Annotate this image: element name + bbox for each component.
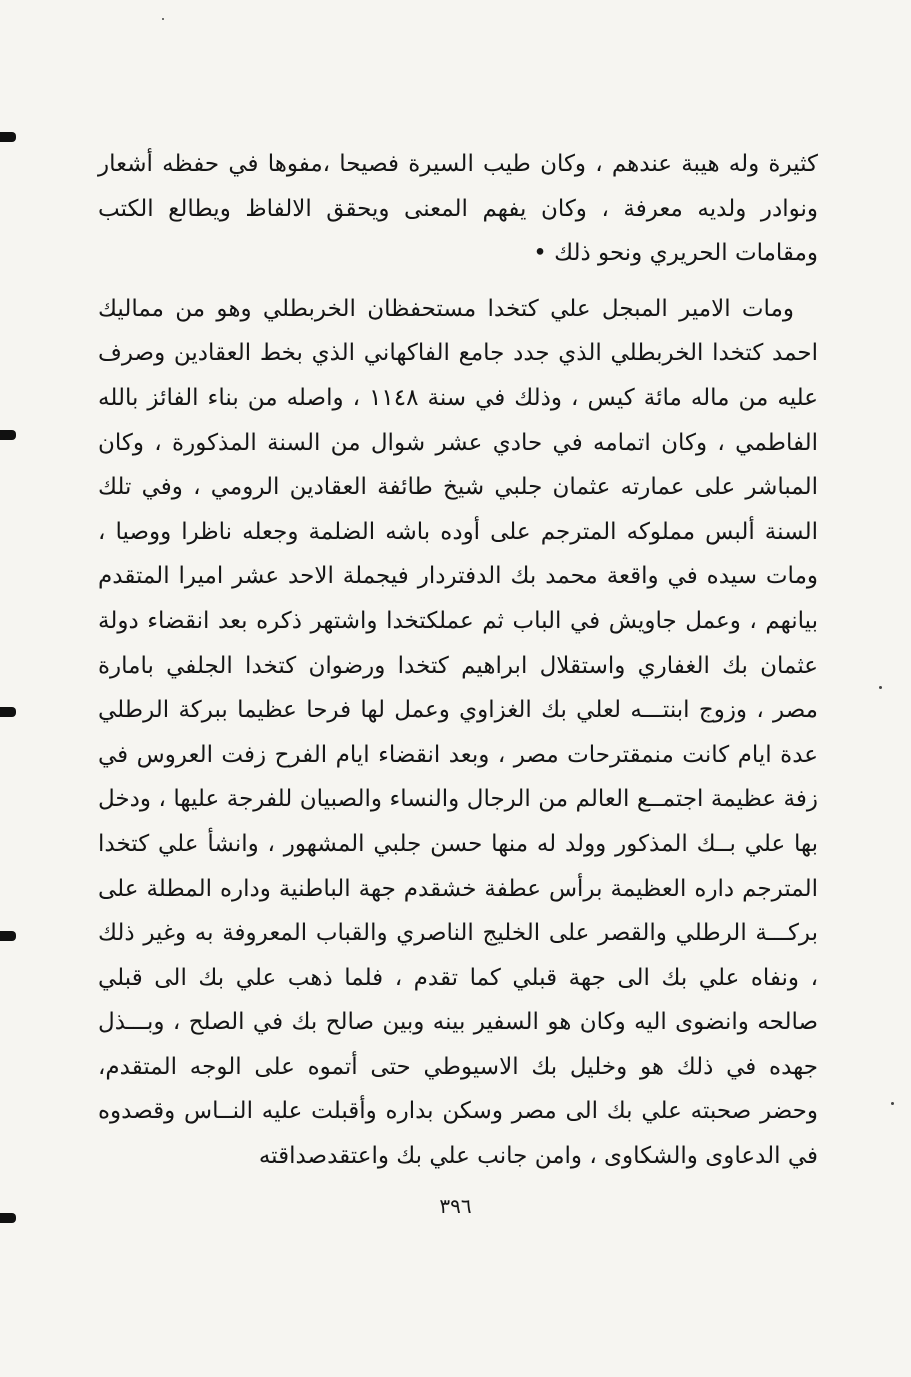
page-speck <box>879 686 882 689</box>
page-speck <box>162 18 164 20</box>
paragraph-continuation: كثيرة وله هيبة عندهم ، وكان طيب السيرة فصيحا ،مفوها في حفظه أشعار ونوادر ولديه معرفة ، وكان يفهم المعنى ويحقق الالفاظ ويطالع الكتب ومقامات الحريري ونحو ذلك • <box>98 151 818 267</box>
binding-edge-mark <box>0 132 16 142</box>
paragraph-obituary-ali-katkhuda: ومات الامير المبجل علي كتخدا مستحفظان الخربطلي وهو من مماليك احمد كتخدا الخربطلي الذي جدد جامع الفاكهاني الذي بخط العقادين وصرف عليه من ماله مائة كيس ، وذلك في سنة ١١٤٨ ، واصله من بناء الفائز بالله الفاطمي ، وكان اتمامه في حادي عشر شوال من السنة المذكورة ، وكان المباشر على عمارته عثمان جلبي شيخ طائفة العقادين الرومي ، وفي تلك السنة ألبس مملوكه المترجم على أوده باشه الضلمة وجعله ناظرا ووصيا ، ومات سيده في واقعة محمد بك الدفتردار فيجملة الاحد عشر اميرا المتقدم بيانهم ، وعمل جاويش في الباب ثم عملكتخدا واشتهر ذكره بعد انقضاء دولة عثمان بك الغفاري واستقلال ابراهيم كتخدا ورضوان كتخدا الجلفي بامارة مصر ، وزوج ابنتـــه لعلي بك الغزاوي وعمل لها فرحا عظيما ببركة الرطلي عدة ايام كانت منمقترحات مصر ، وبعد انقضاء ايام الفرح زفت العروس في زفة عظيمة اجتمــع العالم من الرجال والنساء والصبيان للفرجة عليها ، ودخل بها علي بــك المذكور وولد له منها حسن جلبي المشهور ، وانشأ علي كتخدا المترجم داره العظيمة برأس عطفة خشقدم جهة الباطنية وداره المطلة على بركـــة الرطلي والقصر على الخليج الناصري والقباب المعروفة به وغير ذلك ، ونفاه علي بك الى جهة قبلي كما تقدم ، فلما ذهب علي بك الى قبلي صالحه وانضوى اليه وكان هو السفير بينه وبين صالح بك في الصلح ، وبـــذل جهده في ذلك هو وخليل بك الاسيوطي حتى أتموه على الوجه المتقدم، وحضر صحبته علي بك الى مصر وسكن بداره وأقبلت عليه النــاس وقصدوه في الدعاوى والشكاوى ، وامن جانب علي بك واعتقدصداقته <box>98 295 818 1170</box>
binding-edge-mark <box>0 707 16 717</box>
page-speck <box>891 1102 894 1105</box>
binding-edge-mark <box>0 430 16 440</box>
binding-edge-mark <box>0 931 16 941</box>
page-number: ٣٩٦ <box>439 1194 472 1218</box>
body-text <box>98 142 818 1179</box>
